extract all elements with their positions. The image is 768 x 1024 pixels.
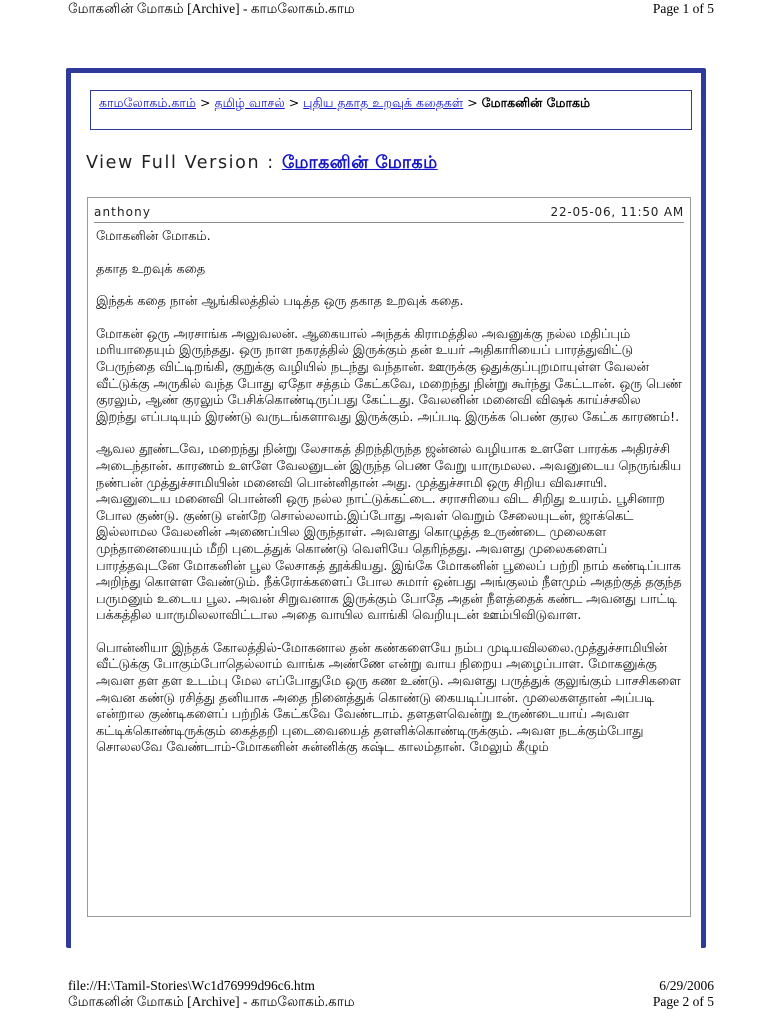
print-footer-path: file://H:\Tamil-Stories\Wc1d76999d96c6.htm	[68, 978, 315, 993]
forum-frame	[66, 68, 706, 948]
print-header-page-number: Page 1 of 5	[652, 1, 714, 16]
breadcrumb-separator: >	[199, 95, 211, 110]
breadcrumb-link-category[interactable]: புதிய தகாத உறவுக் கதைகள்	[303, 95, 464, 110]
breadcrumb-separator: >	[467, 95, 478, 110]
view-full-version-link[interactable]: மோகனின் மோகம்	[281, 153, 438, 173]
breadcrumb-separator: >	[288, 95, 300, 110]
breadcrumb-link-home[interactable]: காமலோகம்.காம்	[99, 95, 196, 110]
post-paragraph: பொன்னியா இந்தக் கோலத்தில்-மோகனால தன் கண்களையே நம்ப முடியவிலலை.முத்துச்சாமியின் வீட்டுக்கு போகும்போதெல்லாம் வாங்க அண்ணே என்று வாய நிறைய அழைப்பாள. மோகனுக்கு அவள தள தள உடம்பு மேல எப்போதுமே ஒரு கண உண்டு. அவளது பருத்துக் குலுங்கும் பாசசிகளை அவன கண்டு ரசித்து தனியாக அதை நினைத்துக் கொண்டு கையடிப்பான். முலைகளதான் அப்படி என்றால குண்டிகளைப் பற்றிக் கேட்கவே வேண்டாம். தளதளவென்று உருண்டையாய் அவள கட்டிக்கொண்டிருக்கும் கைத்தறி புடைவையைத் தளளிக்கொண்டிருக்கும். அவள நடக்கும்போது சொலலவே வேண்டாம்-மோகனின் சுன்னிக்கு கஷ்ட காலம்தான். மேலும் கீழும்	[96, 640, 681, 756]
post-paragraph: மோகனின் மோகம்.	[96, 229, 211, 244]
print-footer-date: 6/29/2006	[659, 978, 714, 993]
post-paragraph: இந்தக் கதை நான் ஆங்கிலத்தில் படித்த ஒரு தகாத உறவுக் கதை.	[96, 294, 464, 310]
post-header	[94, 202, 684, 223]
print-header-title: மோகனின் மோகம் [Archive] - காமலோகம்.காம	[68, 994, 355, 1009]
breadcrumb	[90, 90, 692, 130]
post-paragraph: ஆவல தூண்டவே, மறைந்து நின்று லேசாகத் திறந்திருந்த ஜன்னல் வழியாக உளளே பாரக்க அதிரச்சி அடைந்தான். காரணம் உளளே வேலனுடன் இருந்த பெண வேறு யாருமலல. அவனுடைய நெருங்கிய நண்பன் முத்துச்சாமியின் மனைவி பொன்னிதான் அது. முத்துச்சாமி ஒரு சிறிய விவசாயி. அவனுடைய மனைவி பொன்னி ஒரு நல்ல நாட்டுக்கட்டை. சராசரியை விட சிறிது உயரம். பூசினாற போல குண்டு. குண்டு என்றே சொல்லலாம்.இப்போது அவள் வெறும் சேலையுடன், ஜாக்கெட் இல்லாமல வேலனின் அணைப்பில இருந்தாள். அவளது கொழுத்த உருண்டை முலைகள முந்தானையையும் மீறி புடைத்துக் கொண்டு வெளியே தெரிந்தது. அவளது முலைகளைப் பாரத்தவுடனே மோகனின் பூல லேசாகத் தூக்கியது. இங்கே மோகனின் பூலைப் பற்றி நாம் கண்டிப்பாக அறிந்து கொளள வேண்டும். நீக்ரோக்களைப் போல சுமார் ஒன்பது அங்குலம் நீளமும் அதற்குத் தகுந்த பருமனும் உடைய பூல. அவன் சிறுவனாக இருக்கும் போதே அதன் நீளத்தைக் கண்ட அவனது பாட்டி பக்கத்தில யாருமிலலாவிட்டால அதை வாயில வாங்கி வெறியுடன் ஊம்பிவிடுவாள.	[96, 442, 682, 624]
forum-content	[71, 73, 701, 948]
view-full-version	[86, 153, 438, 175]
post-datetime: 22-05-06, 11:50 AM	[550, 205, 684, 219]
print-header-title: மோகனின் மோகம் [Archive] - காமலோகம்.காம	[68, 1, 355, 16]
print-header-page-number: Page 2 of 5	[652, 994, 714, 1009]
post	[87, 197, 691, 917]
breadcrumb-link-tamil-vasal[interactable]: தமிழ் வாசல்	[214, 95, 285, 110]
breadcrumb-current: மோகனின் மோகம்	[481, 95, 591, 110]
view-full-version-label: View Full Version :	[86, 153, 275, 173]
post-paragraph: மோகன் ஒரு அரசாங்க அலுவலன். ஆகையால் அந்தக் கிராமத்தில அவனுக்கு நல்ல மதிப்பும் மரியாதையும் இருந்தது. ஒரு நாள நகரத்தில் இருக்கும் தன் உயர் அதிகாரியைப் பாரத்துவிட்டு பேருந்தை விட்டிறங்கி, குறுக்கு வழியில் நடந்து வந்தான். ஊருக்கு ஒதுக்குப்புறமாயுள்ள வேலன் வீட்டுக்கு அருகில் வந்த போது ஏதோ சத்தம் கேட்கவே, மறைந்து நின்று கூர்ந்து கேட்டான். ஒரு பெண் குரலும், ஆண் குரலும் பேசிக்கொண்டிருப்பது கேட்டது. வேலனின் மனைவி விஷக் காய்ச்சலில இறந்து எப்படியும் இரண்டு வருடங்களாவது இருக்கும். அப்படி இருக்க பெண் குரல கேட்க காரணம்!.	[96, 326, 682, 425]
post-author: anthony	[94, 205, 152, 219]
post-body	[88, 223, 690, 757]
post-paragraph: தகாத உறவுக் கதை	[96, 261, 206, 277]
print-header	[68, 0, 714, 22]
